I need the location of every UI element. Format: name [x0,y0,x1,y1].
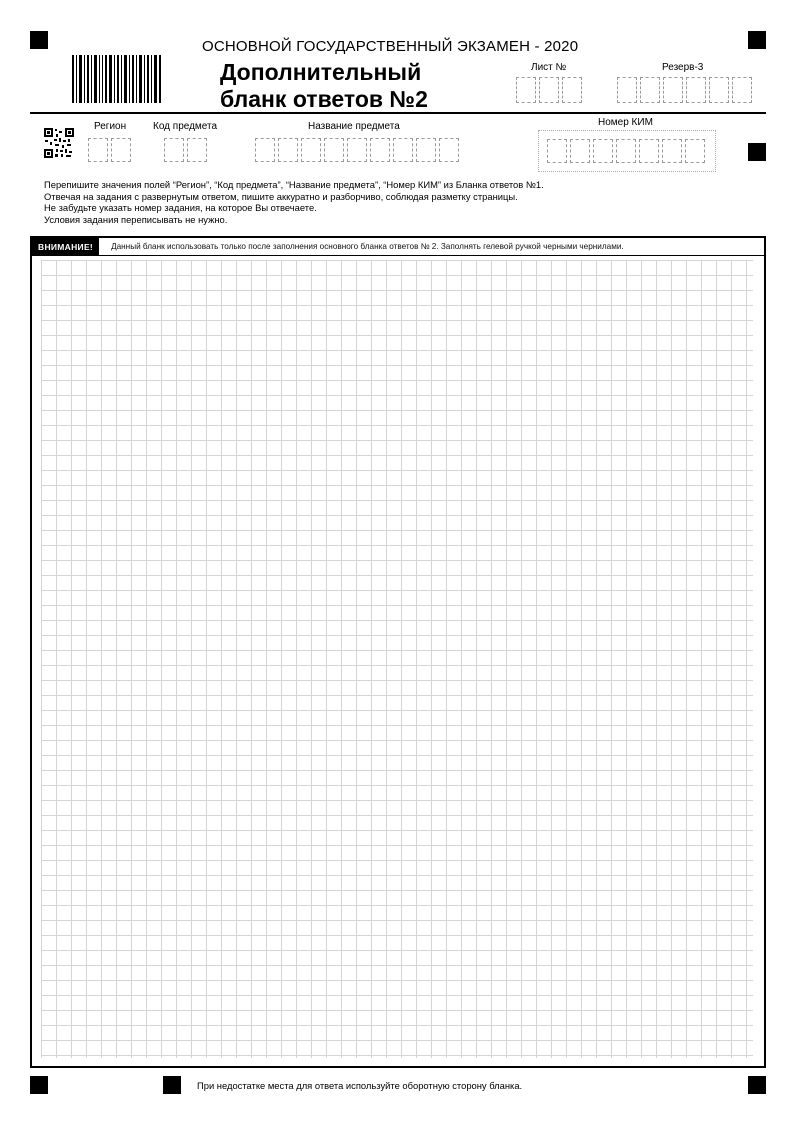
form-title-line2: бланк ответов №2 [220,86,428,112]
kim-number-cell[interactable] [685,139,705,163]
subject-name-label: Название предмета [308,121,400,132]
answer-grid[interactable] [41,260,753,1058]
alignment-marker-bottom-center [163,1076,181,1094]
sheet-number-cells [516,77,585,103]
region-cell[interactable] [88,138,108,162]
header-divider [30,112,766,114]
subject-name-cell[interactable] [370,138,390,162]
region-label: Регион [94,121,127,132]
subject-name-cell[interactable] [301,138,321,162]
subject-code-cell[interactable] [187,138,207,162]
sheet-number-label: Лист № [531,62,567,73]
subject-name-cell[interactable] [347,138,367,162]
subject-name-cell[interactable] [416,138,436,162]
footer-note: При недостатке места для ответа используйте оборотную сторону бланка. [197,1080,523,1091]
subject-code-cell[interactable] [164,138,184,162]
kim-number-cell[interactable] [639,139,659,163]
sheet-number-cell[interactable] [539,77,559,103]
region-cells [88,138,134,162]
subject-name-cell[interactable] [324,138,344,162]
kim-number-cell[interactable] [662,139,682,163]
kim-number-cell[interactable] [593,139,613,163]
instruction-line: Перепишите значения полей “Регион”, “Код предмета”, “Название предмета”, “Номер КИМ” из Бланка ответов №1. [44,179,544,190]
kim-number-cell[interactable] [570,139,590,163]
warning-text: Данный бланк использовать только после заполнения основного бланка ответов № 2. Заполнять гелевой ручкой черными чернилами. [111,242,624,251]
reserve-cells [617,77,755,103]
warning-label: ВНИМАНИЕ! [32,238,99,255]
subject-name-cell[interactable] [255,138,275,162]
exam-title: ОСНОВНОЙ ГОСУДАРСТВЕННЫЙ ЭКЗАМЕН - 2020 [202,38,579,55]
reserve-cell[interactable] [663,77,683,103]
kim-number-cells [547,139,708,163]
sheet-number-cell[interactable] [516,77,536,103]
alignment-marker-top-right [748,31,766,49]
subject-name-cells [255,138,462,162]
answer-area [30,236,766,1068]
kim-number-cell[interactable] [547,139,567,163]
reserve-cell[interactable] [732,77,752,103]
instruction-line: Условия задания переписывать не нужно. [44,213,228,225]
reserve-cell[interactable] [686,77,706,103]
instruction-line: Отвечая на задания с развернутым ответом, пишите аккуратно и разборчиво, соблюдая разметку страницы. [44,190,518,202]
barcode [72,55,162,103]
instructions [44,179,544,225]
alignment-marker-right-middle [748,143,766,161]
form-title [220,59,428,113]
alignment-marker-bottom-right [748,1076,766,1094]
subject-code-cells [164,138,210,162]
kim-number-cell[interactable] [616,139,636,163]
reserve-cell[interactable] [709,77,729,103]
qr-code [44,128,74,158]
kim-number-label: Номер КИМ [598,117,653,128]
subject-name-cell[interactable] [278,138,298,162]
region-cell[interactable] [111,138,131,162]
form-title-line1: Дополнительный [220,59,422,85]
subject-name-cell[interactable] [393,138,413,162]
subject-code-label: Код предмета [153,121,218,132]
warning-bar [32,238,764,256]
sheet-number-cell[interactable] [562,77,582,103]
alignment-marker-top-left [30,31,48,49]
reserve-label: Резерв-3 [662,62,704,73]
reserve-cell[interactable] [617,77,637,103]
subject-name-cell[interactable] [439,138,459,162]
reserve-cell[interactable] [640,77,660,103]
alignment-marker-bottom-left [30,1076,48,1094]
instruction-line: Не забудьте указать номер задания, на которое Вы отвечаете. [44,202,317,213]
